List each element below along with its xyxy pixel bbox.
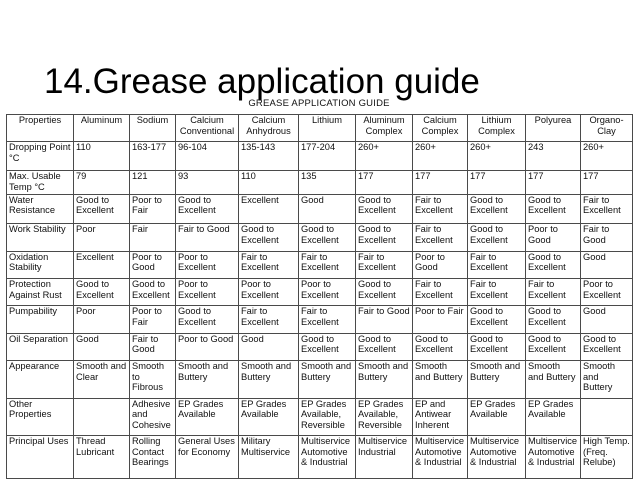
table-row xyxy=(7,333,633,360)
row-label: Appearance xyxy=(7,361,74,399)
table-cell: Fair to Good xyxy=(176,224,239,251)
row-label: Other Properties xyxy=(7,398,74,436)
table-cell: Poor xyxy=(74,224,130,251)
table-cell: Fair to Excellent xyxy=(468,279,526,306)
table-cell: Poor to Excellent xyxy=(299,279,356,306)
table-cell: Good to Excellent xyxy=(468,224,526,251)
table-cell: Poor to Excellent xyxy=(176,251,239,278)
table-cell: Thread Lubricant xyxy=(74,436,130,479)
table-cell: Fair to Excellent xyxy=(299,251,356,278)
table-cell: Fair to Excellent xyxy=(413,194,468,223)
table-cell: Poor to Excellent xyxy=(176,279,239,306)
table-cell: General Uses for Economy xyxy=(176,436,239,479)
table-cell: Excellent xyxy=(74,251,130,278)
row-label: Protection Against Rust xyxy=(7,279,74,306)
table-cell: Good to Excellent xyxy=(468,194,526,223)
column-header: Calcium Conventional xyxy=(176,115,239,142)
table-cell: Poor to Excellent xyxy=(581,279,633,306)
table-cell: EP Grades Available, Reversible xyxy=(356,398,413,436)
table-cell: Good to Excellent xyxy=(526,251,581,278)
table-cell: Poor to Good xyxy=(526,224,581,251)
table-cell: Smooth and Buttery xyxy=(356,361,413,399)
table-cell: Smooth and Buttery xyxy=(581,361,633,399)
table-cell: EP Grades Available xyxy=(239,398,299,436)
table-cell: Smooth to Fibrous xyxy=(130,361,176,399)
table-cell: Good to Excellent xyxy=(356,279,413,306)
table-cell: Good to Excellent xyxy=(526,194,581,223)
table-cell: Smooth and Buttery xyxy=(239,361,299,399)
table-cell: EP Grades Available xyxy=(176,398,239,436)
table-cell: 177-204 xyxy=(299,142,356,171)
column-header: Calcium Complex xyxy=(413,115,468,142)
table-cell: 177 xyxy=(581,171,633,194)
table-cell: Good to Excellent xyxy=(356,194,413,223)
table-cell: Fair to Excellent xyxy=(581,194,633,223)
table-cell: Poor to Fair xyxy=(130,194,176,223)
table-cell: Good to Excellent xyxy=(239,224,299,251)
column-header: Lithium xyxy=(299,115,356,142)
table-cell: Good to Excellent xyxy=(526,306,581,333)
table-cell: EP Grades Available xyxy=(468,398,526,436)
table-cell: Multiservice Automotive & Industrial xyxy=(299,436,356,479)
table-cell: Fair to Excellent xyxy=(468,251,526,278)
column-header: Calcium Anhydrous xyxy=(239,115,299,142)
table-body xyxy=(7,142,633,479)
table-cell: 163-177 xyxy=(130,142,176,171)
table-cell: Multiservice Automotive & Industrial xyxy=(526,436,581,479)
column-header: Lithium Complex xyxy=(468,115,526,142)
table-cell: Good to Excellent xyxy=(526,333,581,360)
table-cell: Fair to Good xyxy=(356,306,413,333)
table-cell: 243 xyxy=(526,142,581,171)
column-header: Aluminum xyxy=(74,115,130,142)
column-header: Organo-Clay xyxy=(581,115,633,142)
table-row xyxy=(7,171,633,194)
table-cell: Rolling Contact Bearings xyxy=(130,436,176,479)
table-cell: 110 xyxy=(74,142,130,171)
table-cell: Smooth and Clear xyxy=(74,361,130,399)
table-cell: Fair to Good xyxy=(581,224,633,251)
table-cell: Good to Excellent xyxy=(130,279,176,306)
table-cell: Good xyxy=(581,251,633,278)
table-cell: Good to Excellent xyxy=(176,306,239,333)
table-cell: Good to Excellent xyxy=(299,333,356,360)
table-cell: Smooth and Buttery xyxy=(176,361,239,399)
table-row xyxy=(7,251,633,278)
table-cell: 260+ xyxy=(581,142,633,171)
table-cell: 79 xyxy=(74,171,130,194)
grease-application-table xyxy=(6,114,633,479)
table-cell: Fair to Excellent xyxy=(239,306,299,333)
table-cell: Poor to Good xyxy=(413,251,468,278)
table-cell: Fair to Good xyxy=(130,333,176,360)
table-cell: Fair to Excellent xyxy=(413,224,468,251)
table-cell: Poor to Excellent xyxy=(239,279,299,306)
table-cell xyxy=(581,398,633,436)
column-header: Polyurea xyxy=(526,115,581,142)
table-cell: Poor to Good xyxy=(176,333,239,360)
table-cell: Smooth and Buttery xyxy=(468,361,526,399)
slide-title: 14.Grease application guide xyxy=(44,62,480,101)
table-row xyxy=(7,142,633,171)
table-cell: EP Grades Available xyxy=(526,398,581,436)
table-cell: Poor to Good xyxy=(130,251,176,278)
table-cell: EP Grades Available, Reversible xyxy=(299,398,356,436)
table-cell: Good to Excellent xyxy=(74,279,130,306)
table-cell: Poor to Fair xyxy=(413,306,468,333)
table-cell: Good xyxy=(299,194,356,223)
table-cell: Good xyxy=(239,333,299,360)
table-cell: Poor to Fair xyxy=(130,306,176,333)
table-cell: 177 xyxy=(468,171,526,194)
table-cell: Good to Excellent xyxy=(413,333,468,360)
table-cell: Good to Excellent xyxy=(74,194,130,223)
table-cell: Fair to Excellent xyxy=(239,251,299,278)
table-cell: High Temp. (Freq. Relube) xyxy=(581,436,633,479)
table-cell xyxy=(74,398,130,436)
row-label: Work Stability xyxy=(7,224,74,251)
table-cell: Smooth and Buttery xyxy=(299,361,356,399)
table-cell: Multiservice Automotive & Industrial xyxy=(413,436,468,479)
table-cell: Good to Excellent xyxy=(468,333,526,360)
table-cell: Good to Excellent xyxy=(468,306,526,333)
table-cell: 260+ xyxy=(413,142,468,171)
header-row xyxy=(7,115,633,142)
table-cell: Smooth and Buttery xyxy=(413,361,468,399)
table-cell: Military Multiservice xyxy=(239,436,299,479)
table-cell: Good to Excellent xyxy=(581,333,633,360)
table-cell: 177 xyxy=(413,171,468,194)
row-label: Principal Uses xyxy=(7,436,74,479)
row-label: Pumpability xyxy=(7,306,74,333)
table-cell: Smooth and Buttery xyxy=(526,361,581,399)
table-cell: 260+ xyxy=(468,142,526,171)
table-cell: 93 xyxy=(176,171,239,194)
column-header: Properties xyxy=(7,115,74,142)
table-cell: 177 xyxy=(526,171,581,194)
table-cell: Fair to Excellent xyxy=(526,279,581,306)
table-cell: 177 xyxy=(356,171,413,194)
table-cell: Good to Excellent xyxy=(356,333,413,360)
table-cell: EP and Antiwear Inherent xyxy=(413,398,468,436)
column-header: Aluminum Complex xyxy=(356,115,413,142)
table-cell: Multiservice Automotive & Industrial xyxy=(468,436,526,479)
table-cell: 96-104 xyxy=(176,142,239,171)
table-row xyxy=(7,224,633,251)
table-cell: 110 xyxy=(239,171,299,194)
table-cell: Fair to Excellent xyxy=(413,279,468,306)
table-cell: Fair xyxy=(130,224,176,251)
row-label: Oxidation Stability xyxy=(7,251,74,278)
row-label: Max. Usable Temp °C xyxy=(7,171,74,194)
table-cell: Poor xyxy=(74,306,130,333)
table-cell: Fair to Excellent xyxy=(299,306,356,333)
table-cell: Good to Excellent xyxy=(299,224,356,251)
table-row xyxy=(7,279,633,306)
table-cell: Good to Excellent xyxy=(356,224,413,251)
row-label: Dropping Point °C xyxy=(7,142,74,171)
table-cell: Good to Excellent xyxy=(176,194,239,223)
table-cell: Fair to Excellent xyxy=(356,251,413,278)
row-label: Oil Separation xyxy=(7,333,74,360)
table-row xyxy=(7,436,633,479)
table-cell: 121 xyxy=(130,171,176,194)
table-row xyxy=(7,361,633,399)
table-cell: Good xyxy=(581,306,633,333)
table-caption: GREASE APPLICATION GUIDE xyxy=(248,98,390,109)
row-label: Water Resistance xyxy=(7,194,74,223)
table-cell: Multiservice Industrial xyxy=(356,436,413,479)
column-header: Sodium xyxy=(130,115,176,142)
table-cell: Adhesive and Cohesive xyxy=(130,398,176,436)
table-cell: 135 xyxy=(299,171,356,194)
table-cell: Excellent xyxy=(239,194,299,223)
table-cell: Good xyxy=(74,333,130,360)
table-cell: 260+ xyxy=(356,142,413,171)
table-cell: 135-143 xyxy=(239,142,299,171)
table-row xyxy=(7,194,633,223)
table-row xyxy=(7,398,633,436)
table-row xyxy=(7,306,633,333)
